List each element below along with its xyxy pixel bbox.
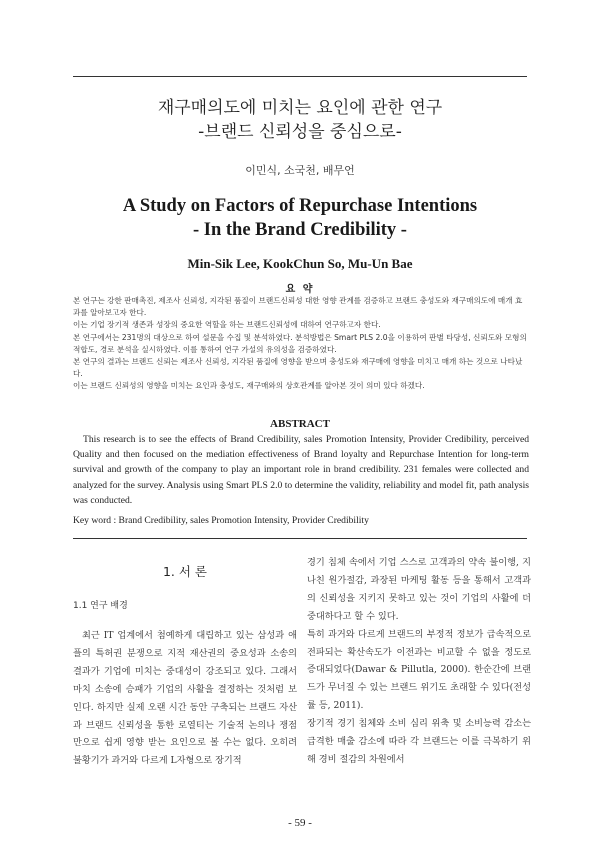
body-left-column	[73, 627, 297, 770]
summary-paragraph: 본 연구는 강한 판매촉진, 제조사 신뢰성, 지각된 품질이 브랜드신뢰성 대한 영향 관계를 검증하고 브랜드 충성도와 재구매의도에 매개 효과를 알아보고자 한다.	[73, 296, 523, 318]
top-rule	[73, 76, 527, 77]
body-paragraph: 특히 과거와 다르게 브랜드의 부정적 정보가 급속적으로 전파되는 확산속도가 이전과는 비교할 수 없을 정도로 증대되었다(Dawar & Pillutla, 2000). 한순간에 브랜드가 무너질 수 있는 브랜드 위기도 초래할 수 있다(전성률 등, 2011).	[307, 628, 531, 712]
title-english-line2: - In the Brand Credibility -	[193, 220, 407, 240]
summary-paragraph: 본 연구의 결과는 브랜드 신뢰는 제조사 신뢰성, 지각된 품질에 영향을 받으며 충성도와 재구매에 영향을 미치고 매개 하는 것으로 나타났다.	[73, 357, 523, 379]
summary-paragraph: 이는 브랜드 신뢰성의 영향을 미치는 요인과 충성도, 재구매와의 상호관계를 알아본 것이 의미 있다 하겠다.	[73, 381, 425, 391]
paper-title-english	[0, 194, 600, 242]
keywords: Key word : Brand Credibility, sales Promotion Intensity, Provider Credibility	[73, 515, 369, 526]
title-english-line1: A Study on Factors of Repurchase Intentions	[122, 196, 478, 216]
summary-heading: 요 약	[285, 284, 315, 295]
section-title: 1. 서 론	[162, 564, 208, 579]
paper-title-korean	[0, 96, 600, 144]
summary-korean	[73, 295, 529, 393]
authors-korean: 이민식, 소국천, 배무언	[245, 164, 355, 177]
body-paragraph: 장기적 경기 침체와 소비 심리 위축 및 소비능력 감소는 급격한 매출 감소에 따라 각 브랜드는 이를 극복하기 위해 경비 절감의 차원에서	[307, 718, 531, 765]
authors-english: Min-Sik Lee, KookChun So, Mu-Un Bae	[187, 256, 413, 271]
title-korean-line2: -브랜드 신뢰성을 중심으로-	[198, 122, 402, 142]
body-paragraph: 경기 침체 속에서 기업 스스로 고객과의 약속 불이행, 지나친 원가절감, 과장된 마케팅 활동 등을 통해서 고객과의 신뢰성을 지키지 못하고 있는 것이 기업의 사활에 더 중대하다고 할 수 있다.	[307, 557, 531, 622]
abstract-heading: ABSTRACT	[270, 418, 330, 430]
page-number: - 59 -	[288, 817, 312, 829]
subsection-title: 1.1 연구 배경	[73, 601, 128, 611]
title-korean-line1: 재구매의도에 미치는 요인에 관한 연구	[157, 98, 443, 118]
summary-paragraph: 이는 기업 장기적 생존과 성장의 중요한 역할을 하는 브랜드신뢰성에 대하여 연구하고자 한다.	[73, 320, 381, 330]
abstract-text: This research is to see the effects of Brand Credibility, sales Promotion Intensity, Provider Credibility, perceived Quality and then focused on the mediation effectiveness of Brand loyalty and Repurchase Intention for long-term survival and growth of the company to play an important role in brand credibility. 231 females were collected and analyzed for the survey. Analysis using Smart PLS 2.0 to determine the validity, reliability and model fit, path analysis was conducted.	[73, 434, 529, 506]
keyword-rule	[73, 538, 527, 539]
body-right-column	[307, 554, 531, 769]
body-paragraph: 최근 IT 업계에서 첨예하게 대립하고 있는 삼성과 애플의 특허권 분쟁으로 지적 재산권의 중요성과 소송의 결과가 기업에 미치는 중대성이 강조되고 있다. 그래서 마치 소송에 승패가 기업의 사활을 결정하는 것처럼 보인다. 하지만 실제 오랜 시간 동안 구축되는 브랜드 자산과 브랜드 신뢰성을 통한 로열티는 기술적 논의나 쟁점만으로 쉽게 영향 받는 요인으로 볼 수는 없다. 오히려 불황기가 과거와 다르게 L자형으로 장기적	[73, 630, 297, 767]
summary-paragraph: 본 연구에서는 231명의 대상으로 하여 설문을 수집 및 분석하였다. 분석방법은 Smart PLS 2.0을 이용하여 판별 타당성, 신뢰도와 모형의 적합도, 경로 분석을 실시하였다. 이를 통하여 연구 가설의 유의성을 검증하였다.	[73, 332, 527, 354]
